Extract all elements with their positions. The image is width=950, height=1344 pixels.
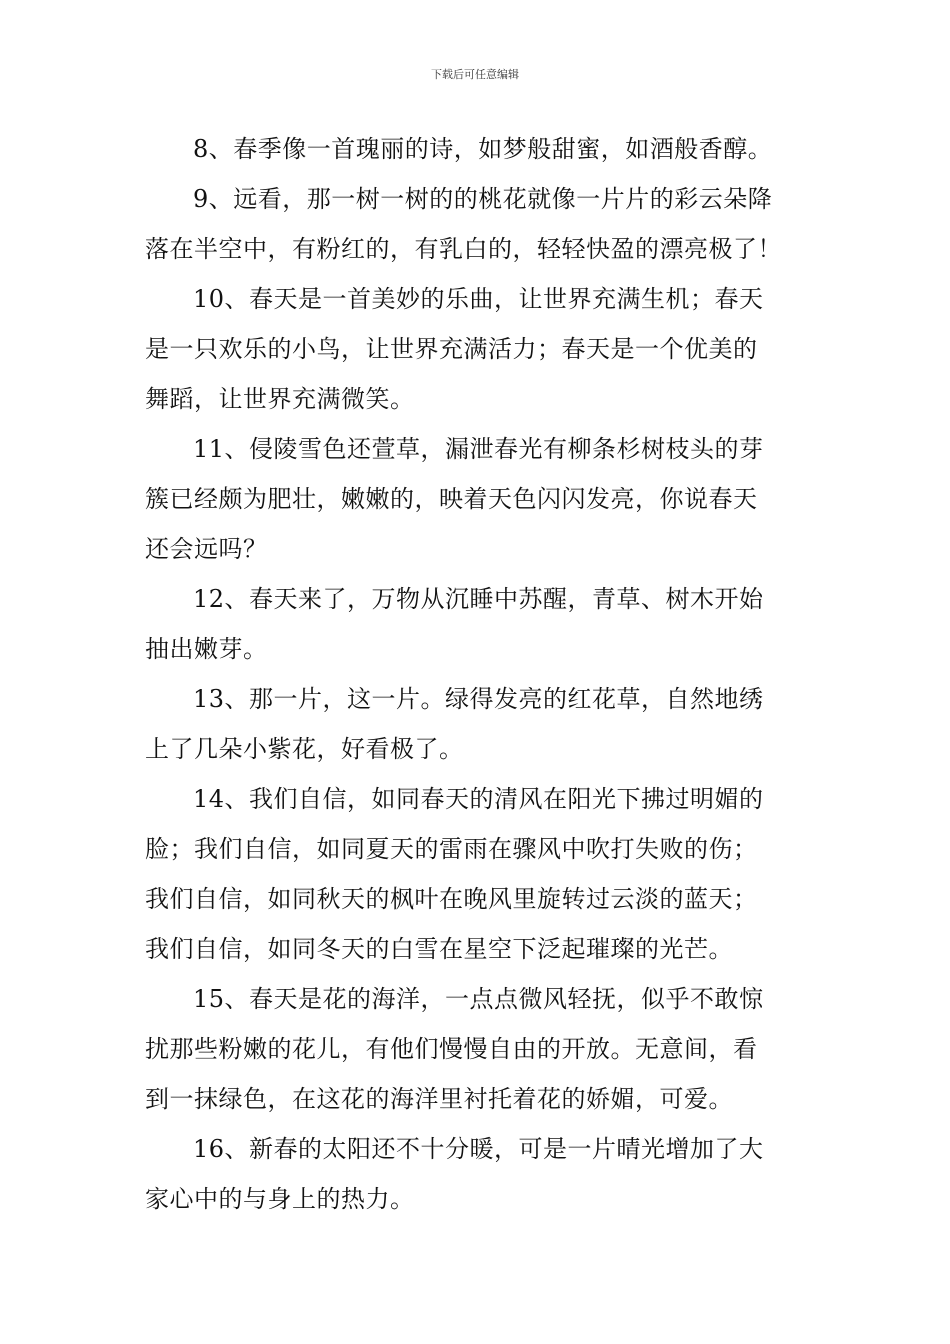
paragraph-line: 抽出嫩芽。	[145, 635, 268, 663]
paragraph-12	[145, 574, 805, 674]
paragraph-line: 上了几朵小紫花，好看极了。	[145, 735, 464, 763]
paragraph-line: 脸；我们自信，如同夏天的雷雨在骤风中吹打失败的伤；	[145, 835, 758, 863]
paragraph-line: 8、春季像一首瑰丽的诗，如梦般甜蜜，如酒般香醇。	[193, 135, 773, 163]
paragraph-line: 10、春天是一首美妙的乐曲，让世界充满生机；春天	[193, 285, 764, 313]
paragraph-line: 9、远看，那一树一树的的桃花就像一片片的彩云朵降	[193, 185, 773, 213]
document-body	[145, 124, 805, 1224]
paragraph-line: 家心中的与身上的热力。	[145, 1185, 415, 1213]
paragraph-line: 14、我们自信，如同春天的清风在阳光下拂过明媚的	[193, 785, 764, 813]
paragraph-14	[145, 774, 805, 974]
paragraph-13	[145, 674, 805, 774]
paragraph-line: 落在半空中，有粉红的，有乳白的，轻轻快盈的漂亮极了！	[145, 235, 782, 263]
paragraph-line: 12、春天来了，万物从沉睡中苏醒，青草、树木开始	[193, 585, 764, 613]
paragraph-line: 到一抹绿色，在这花的海洋里衬托着花的娇媚，可爱。	[145, 1085, 733, 1113]
paragraph-line: 我们自信，如同秋天的枫叶在晚风里旋转过云淡的蓝天；	[145, 885, 758, 913]
paragraph-line: 扰那些粉嫩的花儿，有他们慢慢自由的开放。无意间，看	[145, 1035, 758, 1063]
paragraph-line: 舞蹈，让世界充满微笑。	[145, 385, 415, 413]
paragraph-line: 13、那一片，这一片。绿得发亮的红花草，自然地绣	[193, 685, 764, 713]
paragraph-16	[145, 1124, 805, 1224]
paragraph-line: 我们自信，如同冬天的白雪在星空下泛起璀璨的光芒。	[145, 935, 733, 963]
paragraph-line: 簇已经颇为肥壮，嫩嫩的，映着天色闪闪发亮，你说春天	[145, 485, 758, 513]
paragraph-9	[145, 174, 805, 274]
paragraph-line: 15、春天是花的海洋，一点点微风轻抚，似乎不敢惊	[193, 985, 764, 1013]
paragraph-line: 还会远吗？	[145, 535, 268, 563]
paragraph-11	[145, 424, 805, 574]
paragraph-15	[145, 974, 805, 1124]
paragraph-line: 16、新春的太阳还不十分暖，可是一片晴光增加了大	[193, 1135, 764, 1163]
paragraph-line: 11、侵陵雪色还萱草，漏泄春光有柳条杉树枝头的芽	[193, 435, 764, 463]
paragraph-line: 是一只欢乐的小鸟，让世界充满活力；春天是一个优美的	[145, 335, 758, 363]
page-header: 下载后可任意编辑	[431, 68, 519, 81]
paragraph-10	[145, 274, 805, 424]
paragraph-8	[145, 124, 805, 174]
